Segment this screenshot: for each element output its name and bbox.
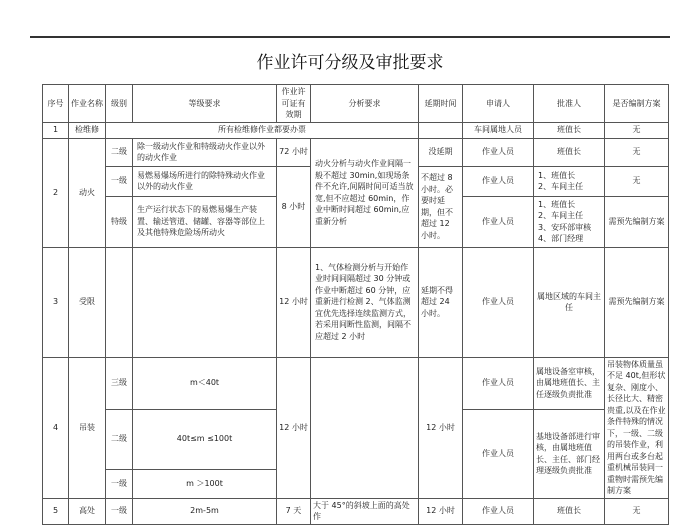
header-name: 作业名称 bbox=[69, 85, 106, 123]
cell-name: 受限 bbox=[69, 247, 106, 357]
cell-approver: 属地设备室审核，由属地班值长、主任逐级负责批准 bbox=[534, 357, 605, 409]
cell-seq: 4 bbox=[43, 357, 69, 498]
header-level: 级别 bbox=[106, 85, 133, 123]
cell-approver: 班值长 bbox=[534, 498, 605, 524]
cell-name: 检维修 bbox=[69, 122, 106, 138]
cell-validity: 12 小时 bbox=[277, 357, 311, 498]
cell-grade-req: 除一级动火作业和特级动火作业以外的动火作业 bbox=[133, 138, 277, 166]
cell-validity: 12 小时 bbox=[277, 247, 311, 357]
cell-extension: 12 小时 bbox=[419, 498, 463, 524]
header-validity: 作业许可证有效期 bbox=[277, 85, 311, 123]
cell-grade-req: 所有检维修作业都要办票 bbox=[106, 122, 419, 138]
cell-level bbox=[106, 247, 133, 357]
cell-extension: 不超过 8 小时。必要时延期，但不超过 12 小时。 bbox=[419, 166, 463, 247]
cell-validity: 7 天 bbox=[277, 498, 311, 524]
cell-applicant: 作业人员 bbox=[463, 357, 534, 409]
header-rule bbox=[30, 36, 670, 38]
header-grade-req: 等级要求 bbox=[133, 85, 277, 123]
header-approver: 批准人 bbox=[534, 85, 605, 123]
cell-grade-req: m＜40t bbox=[133, 357, 277, 409]
cell-approver: 属地区域的车间主任 bbox=[534, 247, 605, 357]
cell-level: 二级 bbox=[106, 409, 133, 469]
cell-grade-req: 易燃易爆场所进行的除特殊动火作业以外的动火作业 bbox=[133, 166, 277, 196]
permit-table bbox=[42, 84, 669, 525]
cell-applicant: 车间属地人员 bbox=[463, 122, 534, 138]
cell-plan: 无 bbox=[605, 498, 669, 524]
cell-level: 二级 bbox=[106, 138, 133, 166]
cell-level: 一级 bbox=[106, 469, 133, 498]
cell-validity: 72 小时 bbox=[277, 138, 311, 166]
cell-plan: 需预先编制方案 bbox=[605, 196, 669, 247]
cell-grade-req: 生产运行状态下的易燃易爆生产装置、输送管道、储罐、容器等部位上及其他特殊危险场所动火 bbox=[133, 196, 277, 247]
cell-grade-req: 2m-5m bbox=[133, 498, 277, 524]
cell-applicant: 作业人员 bbox=[463, 138, 534, 166]
table-row bbox=[43, 357, 669, 409]
cell-seq: 1 bbox=[43, 122, 69, 138]
cell-plan: 无 bbox=[605, 138, 669, 166]
cell-name: 吊装 bbox=[69, 357, 106, 498]
cell-seq: 3 bbox=[43, 247, 69, 357]
cell-applicant: 作业人员 bbox=[463, 247, 534, 357]
cell-applicant: 作业人员 bbox=[463, 498, 534, 524]
table-row bbox=[43, 247, 669, 357]
cell-level: 三级 bbox=[106, 357, 133, 409]
cell-seq: 5 bbox=[43, 498, 69, 524]
cell-grade-req: m ＞100t bbox=[133, 469, 277, 498]
cell-analysis bbox=[311, 357, 419, 498]
page-title: 作业许可分级及审批要求 bbox=[256, 53, 444, 73]
cell-approver: 1、班值长 2、车间主任 3、安环部审核 4、部门经理 bbox=[534, 196, 605, 247]
header-analysis: 分析要求 bbox=[311, 85, 419, 123]
cell-analysis: 1、气体检测分析与开始作业时间间隔超过 30 分钟或作业中断超过 60 分钟，应重新进行检测 2、气体监测宜优先选择连续监测方式，若采用间断性监测，间隔不应超过 2 小时 bbox=[311, 247, 419, 357]
header-row bbox=[43, 85, 669, 123]
cell-extension: 延期不得超过 24 小时。 bbox=[419, 247, 463, 357]
cell-name: 高处 bbox=[69, 498, 106, 524]
cell-seq: 2 bbox=[43, 138, 69, 247]
header-applicant: 申请人 bbox=[463, 85, 534, 123]
header-plan: 是否编制方案 bbox=[605, 85, 669, 123]
table-row bbox=[43, 122, 669, 138]
header-extension: 延期时间 bbox=[419, 85, 463, 123]
cell-approver: 1、班值长 2、车间主任 bbox=[534, 166, 605, 196]
cell-grade-req bbox=[133, 247, 277, 357]
cell-plan: 需预先编制方案 bbox=[605, 247, 669, 357]
cell-applicant: 作业人员 bbox=[463, 409, 534, 498]
cell-approver: 基地设备部进行审核，由属地班值长、主任、部门经理逐级负责批准 bbox=[534, 409, 605, 498]
cell-analysis: 动火分析与动火作业间隔一般不超过 30min,如现场条件不允许,间隔时间可适当放宽,但不应超过 60min，作业中断时间超过 60min,应重新分析 bbox=[311, 138, 419, 247]
table-row bbox=[43, 498, 669, 524]
cell-level: 一级 bbox=[106, 166, 133, 196]
cell-analysis: 大于 45°的斜坡上面的高处作 bbox=[311, 498, 419, 524]
cell-plan: 吊装物体质量虽不足 40t,但形状复杂、刚度小、长径比大、精密贵重,以及在作业条件特殊的情况下，一级、二级的吊装作业，利用两台或多台起重机械吊装同一重物时需预先编制方案 bbox=[605, 357, 669, 498]
cell-applicant: 作业人员 bbox=[463, 196, 534, 247]
cell-approver: 班值长 bbox=[534, 122, 605, 138]
table-row bbox=[43, 138, 669, 166]
cell-extension bbox=[419, 122, 463, 138]
cell-approver: 班值长 bbox=[534, 138, 605, 166]
cell-extension: 12 小时 bbox=[419, 357, 463, 498]
cell-level: 特级 bbox=[106, 196, 133, 247]
cell-validity: 8 小时 bbox=[277, 166, 311, 247]
cell-plan: 无 bbox=[605, 166, 669, 196]
cell-extension: 没延期 bbox=[419, 138, 463, 166]
cell-plan: 无 bbox=[605, 122, 669, 138]
cell-name: 动火 bbox=[69, 138, 106, 247]
cell-grade-req: 40t≤m ≤100t bbox=[133, 409, 277, 469]
cell-level: 一级 bbox=[106, 498, 133, 524]
cell-applicant: 作业人员 bbox=[463, 166, 534, 196]
header-seq: 序号 bbox=[43, 85, 69, 123]
